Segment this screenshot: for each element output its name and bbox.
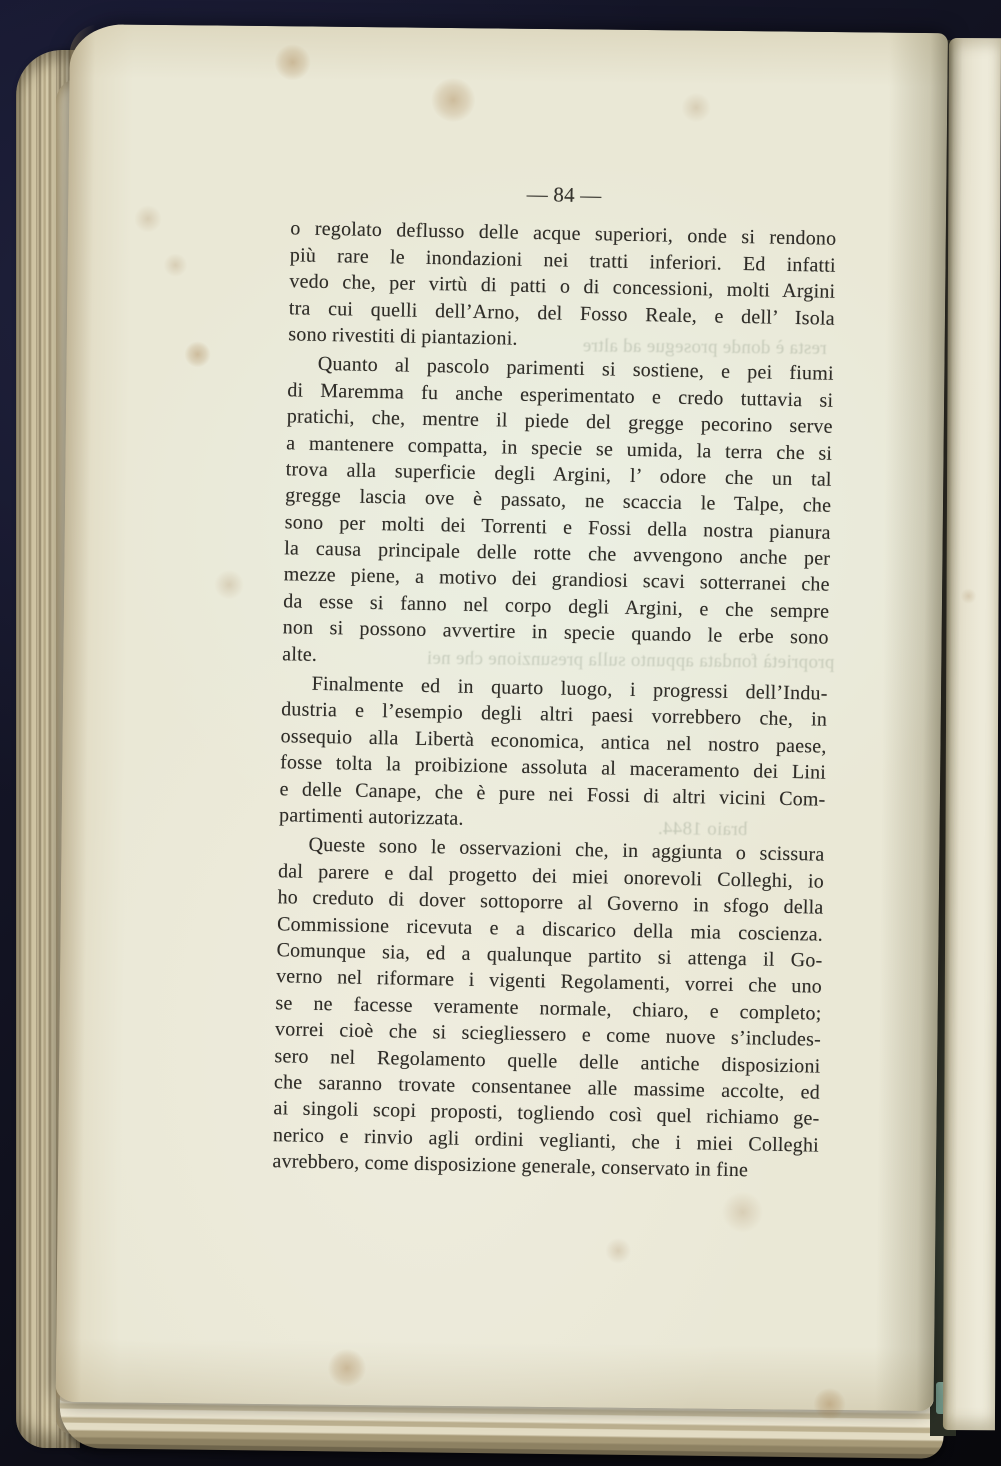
text-line: alte. bbox=[282, 642, 318, 666]
text-line: o regolato deflusso delle acque superiori, onde si rendono bbox=[290, 217, 837, 251]
foxing-spot bbox=[214, 570, 244, 600]
text-line: avrebbero, come disposizione generale, conservato in fine bbox=[272, 1150, 749, 1182]
foxing-spot bbox=[605, 1238, 631, 1264]
text-line: dal parere e dal progetto dei miei onorevoli Colleghi, io bbox=[277, 859, 825, 893]
text-line: più rare le inondazioni nei tratti inferiori. Ed infatti bbox=[289, 244, 837, 277]
text-line: nerico e rinvio agli ordini veglianti, che i miei Colleghi bbox=[272, 1123, 820, 1157]
text-line: Queste sono le osservazioni che, in aggiunta o scissura bbox=[308, 834, 825, 867]
page-paragraphs bbox=[272, 216, 836, 1185]
text-line: sono per molti dei Torrenti e Fossi della nostra pianura bbox=[284, 510, 831, 544]
foxing-spot bbox=[721, 1191, 763, 1233]
foxing-spot bbox=[961, 588, 977, 604]
paragraph bbox=[288, 216, 836, 358]
text-line: tra cui quelli dell’Arno, del Fosso Reale, e dell’ Isola bbox=[288, 296, 836, 330]
paragraph bbox=[272, 832, 824, 1185]
text-line: Quanto al pascolo parimenti si sostiene, e pei fiumi bbox=[317, 353, 834, 386]
foxing-spot bbox=[328, 1349, 366, 1387]
text-line: ossequio alla Libertà economica, antica nel nostro paese, bbox=[280, 725, 827, 758]
text-line: mezze piene, a motivo dei grandiosi scavi sotterranei che bbox=[283, 563, 830, 597]
foxing-spot bbox=[274, 44, 310, 80]
foxing-spot bbox=[431, 78, 475, 122]
text-line: Comunque sia, ed a qualunque partito si attenga il Go- bbox=[276, 939, 823, 972]
text-line: sono rivestiti di piantazioni. bbox=[288, 323, 518, 350]
text-line: pratichi, che, mentre il piede del gregge pecorino serve bbox=[286, 405, 833, 438]
show-through-text: proprietà fondata appunto sulla presunzione che nei bbox=[426, 647, 835, 674]
text-line: gregge lascia ove è passato, ne scaccia le Talpe, che bbox=[285, 484, 832, 518]
text-line: che saranno trovate consentanee alle massime accolte, ed bbox=[273, 1071, 821, 1104]
text-line: se ne facesse veramente normale, chiaro, e completo; bbox=[275, 991, 822, 1025]
text-line: dustria e l’esempio degli altri paesi vorrebbero che, in bbox=[280, 698, 828, 732]
paragraph bbox=[279, 670, 828, 839]
text-line: fosse tolta la proibizione assoluta al maceramento dei Lini bbox=[279, 751, 827, 784]
page-text-block bbox=[272, 176, 837, 1188]
text-line: vedo che, per virtù di patti o di concessioni, molti Argini bbox=[289, 270, 836, 303]
foxing-spot bbox=[184, 341, 210, 367]
text-line: partimenti autorizzata. bbox=[278, 804, 464, 830]
text-line: vorrei cioè che si sciegliessero e come nuove s’includes- bbox=[274, 1018, 822, 1051]
text-line: verno nel riformare i vigenti Regolamenti, vorrei che uno bbox=[275, 965, 823, 999]
foxing-spot bbox=[681, 92, 711, 122]
foxing-spot bbox=[134, 205, 162, 233]
text-line: la causa principale delle rotte che avvengono anche per bbox=[284, 537, 831, 570]
book-page bbox=[56, 24, 948, 1411]
foxing-spot bbox=[163, 253, 187, 277]
text-line: da esse si fanno nel corpo degli Argini, e che sempre bbox=[283, 590, 830, 623]
text-line: trova alla superficie degli Argini, l’ odore che un tal bbox=[285, 458, 832, 491]
text-line: non si possono avvertire in specie quando le erbe sono bbox=[282, 616, 829, 649]
page-number: — 84 — bbox=[526, 181, 602, 208]
text-line: Finalmente ed in quarto luogo, i progressi dell’Indu- bbox=[311, 672, 828, 705]
text-line: sero nel Regolamento quelle delle antiche disposizioni bbox=[274, 1044, 821, 1078]
text-line: ho creduto di dover sottoporre al Governo in sfogo della bbox=[277, 886, 824, 919]
facing-page-edge bbox=[943, 38, 1001, 1430]
paragraph bbox=[282, 351, 834, 678]
text-line: ai singoli scopi proposti, togliendo così quel richiamo ge- bbox=[273, 1097, 820, 1130]
show-through-text: resta è donde prosegue ad altre bbox=[582, 335, 827, 359]
show-through-text: braio 1844. bbox=[657, 818, 748, 841]
text-line: di Maremma fu anche esperimentato e credo tuttavia si bbox=[287, 379, 834, 412]
text-line: e delle Canape, che è pure nei Fossi di altri vicini Com- bbox=[279, 777, 826, 811]
text-line: a mantenere compatta, in specie se umida, la terra che si bbox=[286, 431, 833, 465]
text-line: Commissione ricevuta e a discarico della mia coscienza. bbox=[276, 912, 824, 946]
